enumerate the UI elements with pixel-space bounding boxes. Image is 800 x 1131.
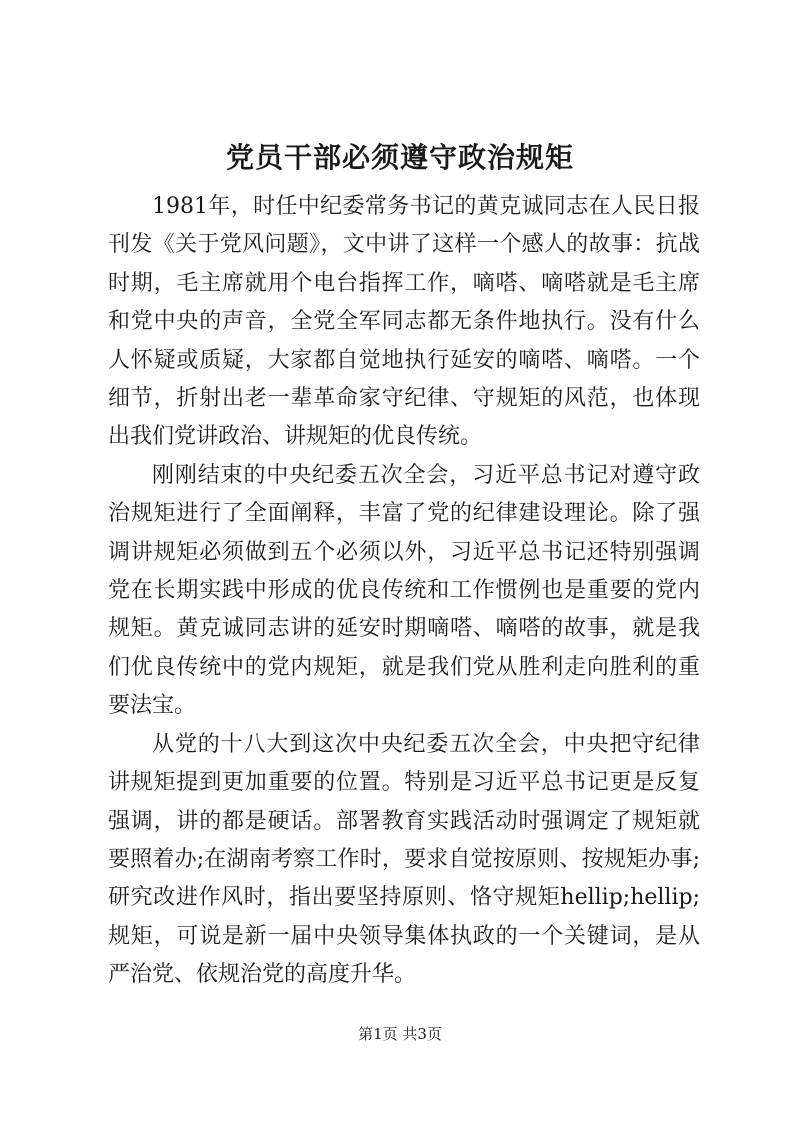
paragraph-3: 从党的十八大到这次中央纪委五次全会，中央把守纪律讲规矩提到更加重要的位置。特别是习近平总书记更是反复强调，讲的都是硬话。部署教育实践活动时强调定了规矩就要照着办;在湖南考察工作时，要求自觉按原则、按规矩办事;研究改进作风时，指出要坚持原则、恪守规矩hellip;hellip;规矩，可说是新一届中央领导集体执政的一个关键词，是从严治党、依规治党的高度升华。	[108, 731, 700, 988]
paragraph-2: 刚刚结束的中央纪委五次全会，习近平总书记对遵守政治规矩进行了全面阐释，丰富了党的纪律建设理论。除了强调讲规矩必须做到五个必须以外，习近平总书记还特别强调党在长期实践中形成的优良传统和工作惯例也是重要的党内规矩。黄克诚同志讲的延安时期嘀嗒、嘀嗒的故事，就是我们优良传统中的党内规矩，就是我们党从胜利走向胜利的重要法宝。	[108, 462, 700, 719]
page-title: 党员干部必须遵守政治规矩	[225, 141, 574, 174]
page-number-footer: 第1页 共3页	[358, 1025, 442, 1043]
document-body	[108, 188, 700, 995]
paragraph-1: 1981年，时任中纪委常务书记的黄克诚同志在人民日报刊发《关于党风问题》，文中讲了这样一个感人的故事：抗战时期，毛主席就用个电台指挥工作，嘀嗒、嘀嗒就是毛主席和党中央的声音，全党全军同志都无条件地执行。没有什么人怀疑或质疑，大家都自觉地执行延安的嘀嗒、嘀嗒。一个细节，折射出老一辈革命家守纪律、守规矩的风范，也体现出我们党讲政治、讲规矩的优良传统。	[108, 194, 700, 450]
